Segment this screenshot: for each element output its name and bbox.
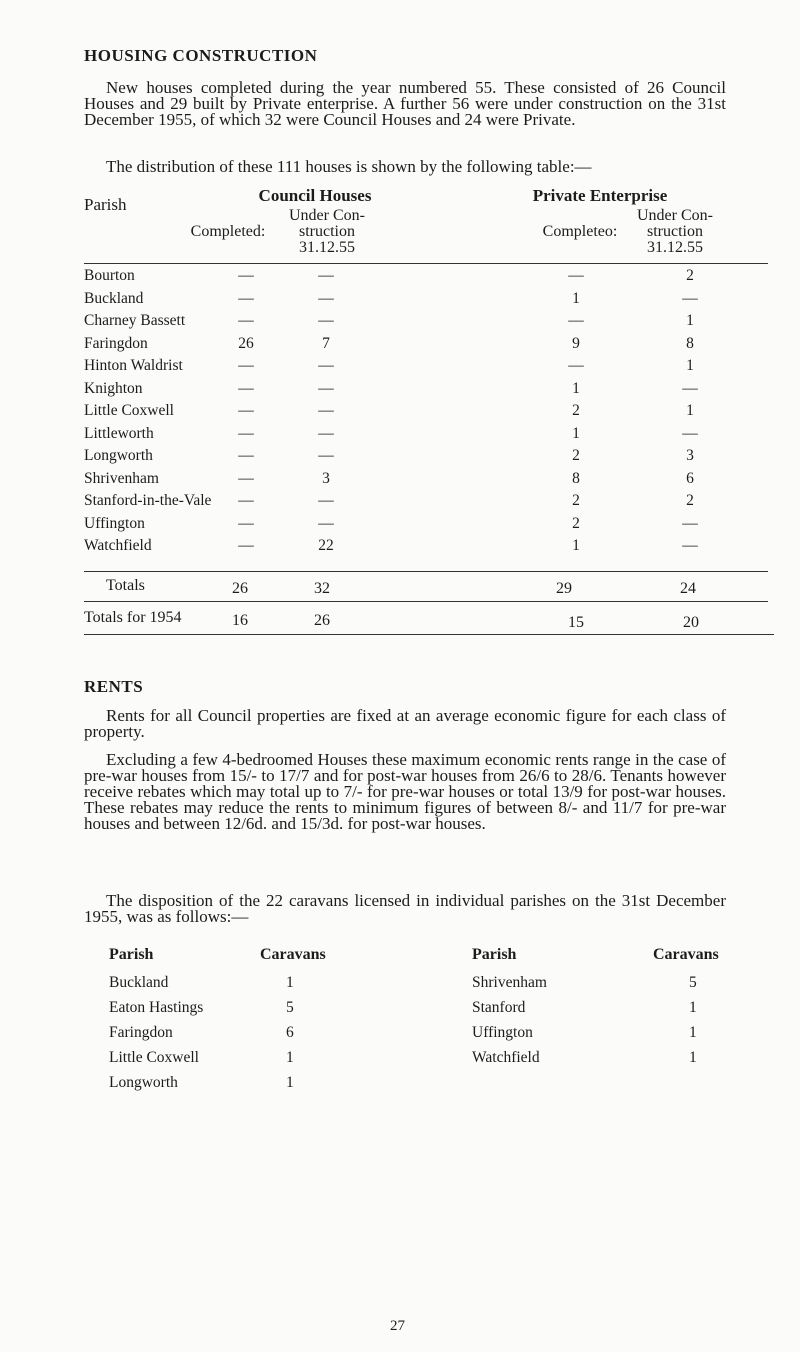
table-cell-c2: —	[318, 425, 334, 442]
table-cell-c2: —	[318, 380, 334, 397]
table-cell-c1: —	[238, 380, 254, 397]
table-cell-c3: 2	[572, 447, 580, 464]
table-row-parish: Buckland	[84, 290, 144, 307]
caravans-text: The disposition of the 22 caravans licensed in individual parishes on the 31st December 1955, was as follows:—	[84, 891, 726, 926]
col-header-private-under-l1: Under Con-	[637, 207, 713, 224]
table-cell-c2: —	[318, 290, 334, 307]
table-cell-c1: —	[238, 290, 254, 307]
table-cell-c3: —	[568, 312, 584, 329]
totals-council-under: 32	[314, 580, 330, 597]
table-cell-c1: —	[238, 515, 254, 532]
table-cell-c2: —	[318, 357, 334, 374]
table-cell-c4: 6	[686, 470, 694, 487]
table-row-parish: Uffington	[84, 515, 145, 532]
totals-private-completed: 29	[556, 580, 572, 597]
table-row-parish: Longworth	[84, 447, 153, 464]
caravan-count: 1	[689, 1049, 697, 1066]
caravan-parish: Stanford	[472, 999, 526, 1016]
table-cell-c1: —	[238, 425, 254, 442]
table-cell-c3: 2	[572, 492, 580, 509]
distribution-text: The distribution of these 111 houses is shown by the following table:—	[106, 157, 592, 176]
table-cell-c1: —	[238, 537, 254, 554]
table-cell-c3: —	[568, 267, 584, 284]
caravans-paragraph	[84, 893, 726, 925]
totals-council-completed: 26	[232, 580, 248, 597]
totals-bottom-rule	[84, 634, 774, 635]
table-cell-c4: —	[682, 425, 698, 442]
header-rule	[84, 263, 768, 264]
page-number: 27	[390, 1318, 405, 1334]
table-row-parish: Knighton	[84, 380, 143, 397]
table-cell-c1: —	[238, 312, 254, 329]
caravan-count: 1	[286, 1049, 294, 1066]
rents-text-1: Rents for all Council properties are fixed at an average economic figure for each class of property.	[84, 706, 726, 741]
table-cell-c3: 8	[572, 470, 580, 487]
table-cell-c2: —	[318, 267, 334, 284]
table-cell-c3: 2	[572, 402, 580, 419]
table-cell-c1: —	[238, 447, 254, 464]
table-cell-c3: 2	[572, 515, 580, 532]
col-header-private-completed: Completeo:	[542, 223, 618, 240]
col-header-parish: Parish	[84, 195, 127, 214]
table-cell-c3: —	[568, 357, 584, 374]
table-row-parish: Hinton Waldrist	[84, 357, 183, 374]
caravan-count: 1	[689, 999, 697, 1016]
col-header-private-under-l2: struction	[647, 223, 703, 240]
table-cell-c4: —	[682, 537, 698, 554]
table-cell-c2: 22	[318, 537, 334, 554]
table-row-parish: Watchfield	[84, 537, 152, 554]
totals-1954-label: Totals for 1954	[84, 609, 182, 626]
table-cell-c4: —	[682, 290, 698, 307]
table-cell-c4: 2	[686, 267, 694, 284]
table-cell-c4: —	[682, 380, 698, 397]
table-cell-c1: —	[238, 267, 254, 284]
caravan-parish: Faringdon	[109, 1024, 173, 1041]
caravan-count: 1	[689, 1024, 697, 1041]
totals-1954-private-under: 20	[683, 614, 699, 631]
table-cell-c4: —	[682, 515, 698, 532]
col-header-private-under-l3: 31.12.55	[647, 239, 703, 256]
caravan-parish: Watchfield	[472, 1049, 540, 1066]
intro-paragraph	[84, 80, 726, 128]
table-cell-c1: —	[238, 357, 254, 374]
distribution-paragraph	[84, 159, 726, 175]
totals-label: Totals	[106, 577, 145, 594]
caravan-parish: Little Coxwell	[109, 1049, 199, 1066]
section-heading-rents: RENTS	[84, 677, 144, 696]
table-cell-c3: 1	[572, 380, 580, 397]
table-cell-c2: —	[318, 402, 334, 419]
caravan-parish: Uffington	[472, 1024, 533, 1041]
table-cell-c2: —	[318, 312, 334, 329]
table-row-parish: Bourton	[84, 267, 135, 284]
table-cell-c1: 26	[238, 335, 254, 352]
table-row-parish: Shrivenham	[84, 470, 159, 487]
group-header-private: Private Enterprise	[532, 186, 668, 205]
table-cell-c1: —	[238, 402, 254, 419]
totals-top-rule	[84, 571, 768, 572]
table-row-parish: Littleworth	[84, 425, 154, 442]
totals-private-under: 24	[680, 580, 696, 597]
caravan-parish: Longworth	[109, 1074, 178, 1091]
caravan-col-parish-left: Parish	[109, 946, 154, 963]
caravan-col-count-left: Caravans	[260, 946, 326, 963]
table-cell-c3: 9	[572, 335, 580, 352]
table-cell-c2: —	[318, 447, 334, 464]
table-cell-c4: 1	[686, 402, 694, 419]
caravan-parish: Shrivenham	[472, 974, 547, 991]
table-cell-c4: 2	[686, 492, 694, 509]
table-cell-c1: —	[238, 470, 254, 487]
caravan-col-parish-right: Parish	[472, 946, 517, 963]
caravan-parish: Buckland	[109, 974, 169, 991]
table-cell-c4: 3	[686, 447, 694, 464]
table-cell-c3: 1	[572, 425, 580, 442]
table-cell-c2: —	[318, 492, 334, 509]
caravan-count: 5	[286, 999, 294, 1016]
caravan-count: 6	[286, 1024, 294, 1041]
caravan-parish: Eaton Hastings	[109, 999, 204, 1016]
table-row-parish: Little Coxwell	[84, 402, 174, 419]
table-row-parish: Faringdon	[84, 335, 148, 352]
table-cell-c4: 1	[686, 357, 694, 374]
table-cell-c2: 3	[322, 470, 330, 487]
group-header-council: Council Houses	[258, 186, 372, 205]
totals-1954-private-completed: 15	[568, 614, 584, 631]
table-cell-c4: 1	[686, 312, 694, 329]
totals-1954-council-under: 26	[314, 612, 330, 629]
table-cell-c3: 1	[572, 290, 580, 307]
caravan-count: 5	[689, 974, 697, 991]
intro-text: New houses completed during the year numbered 55. These consisted of 26 Council Houses and 29 built by Private enterprise. A further 56 were under construction on the 31st December 1955, of which 32 were Council Houses and 24 were Private.	[84, 78, 726, 129]
table-cell-c4: 8	[686, 335, 694, 352]
table-cell-c2: 7	[322, 335, 330, 352]
col-header-council-under-l2: struction	[299, 223, 355, 240]
totals-1954-council-completed: 16	[232, 612, 248, 629]
caravan-col-count-right: Caravans	[653, 946, 719, 963]
rents-paragraph-1	[84, 708, 726, 740]
col-header-council-completed: Completed:	[190, 223, 266, 240]
caravan-count: 1	[286, 1074, 294, 1091]
section-heading-housing: HOUSING CONSTRUCTION	[84, 46, 318, 65]
rents-paragraph-2	[84, 752, 726, 832]
col-header-council-under-l1: Under Con-	[289, 207, 365, 224]
table-cell-c2: —	[318, 515, 334, 532]
rents-text-2: Excluding a few 4-bedroomed Houses these maximum economic rents range in the case of pre-war houses from 15/- to 17/7 and for post-war houses from 26/6 to 28/6. Tenants however receive rebates which may total up to 7/- for pre-war houses or total 13/9 for post-war houses. These rebates may reduce the rents to minimum figures of between 8/- and 11/7 for pre-war houses and between 12/6d. and 15/3d. for post-war houses.	[84, 750, 726, 833]
totals-mid-rule	[84, 601, 768, 602]
caravan-count: 1	[286, 974, 294, 991]
table-cell-c1: —	[238, 492, 254, 509]
table-row-parish: Charney Bassett	[84, 312, 186, 329]
col-header-council-under-l3: 31.12.55	[299, 239, 355, 256]
table-cell-c3: 1	[572, 537, 580, 554]
table-row-parish: Stanford-in-the-Vale	[84, 492, 212, 509]
